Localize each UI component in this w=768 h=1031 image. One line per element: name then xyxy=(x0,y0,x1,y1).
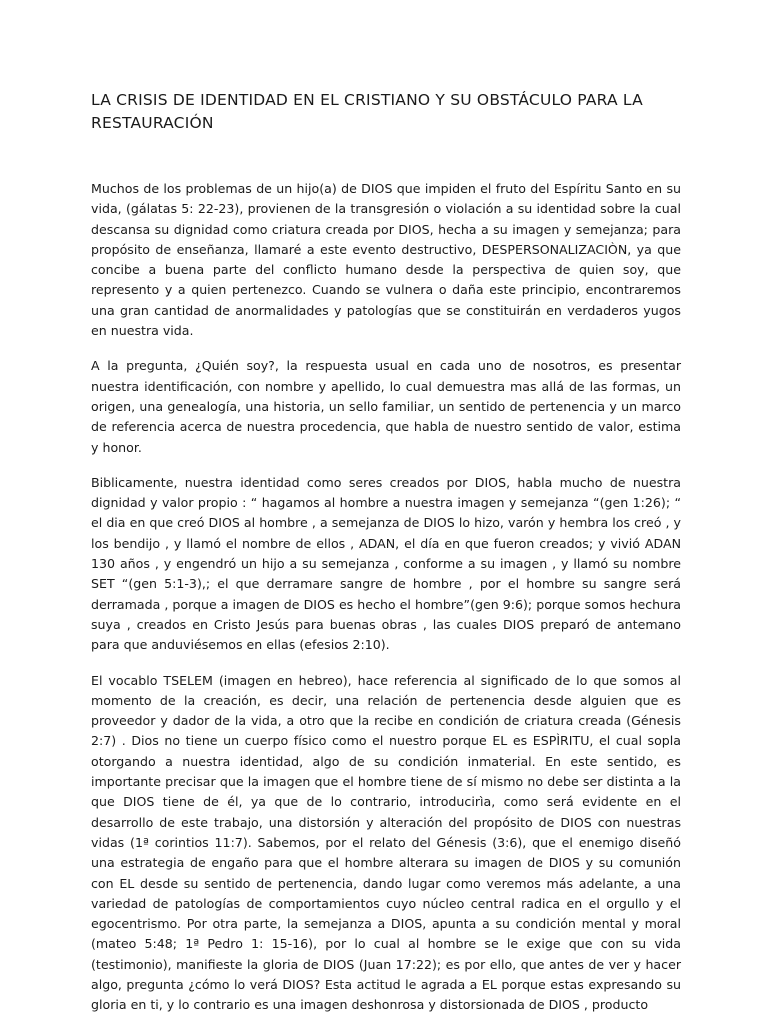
paragraph-2: A la pregunta, ¿Quién soy?, la respuesta usual en cada uno de nosotros, es presentar nuestra identificación, con nombre y apellido, lo cual demuestra mas allá de las formas, un origen, una genealogía, una historia, un sello familiar, un sentido de pertenencia y un marco de referencia acerca de nuestra procedencia, que habla de nuestro sentido de valor, estima y honor. xyxy=(91,358,681,455)
document-body xyxy=(91,179,681,1031)
document-title: LA CRISIS DE IDENTIDAD EN EL CRISTIANO Y SU OBSTÁCULO PARA LA RESTAURACIÓN xyxy=(91,91,643,132)
paragraph-3: Biblicamente, nuestra identidad como seres creados por DIOS, habla mucho de nuestra dignidad y valor propio : “ hagamos al hombre a nuestra imagen y semejanza “(gen 1:26); “ el dia en que creó DIOS al hombre , a semejanza de DIOS lo hizo, varón y hembra los creó , y los bendijo , y llamó el nombre de ellos , ADAN, el día en que fueron creados; y vivió ADAN 130 años , y engendró un hijo a su semejanza , conforme a su imagen , y llamó su nombre SET “(gen 5:1-3),; el que derramare sangre de hombre , por el hombre su sangre será derramada , porque a imagen de DIOS es hecho el hombre”(gen 9:6); porque somos hechura suya , creados en Cristo Jesús para buenas obras , las cuales DIOS preparó de antemano para que anduviésemos en ellas (efesios 2:10). xyxy=(91,474,681,653)
paragraph-4: El vocablo TSELEM (imagen en hebreo), hace referencia al significado de lo que somos al momento de la creación, es decir, una relación de pertenencia desde alguien que es proveedor y dador de la vida, a otro que la recibe en condición de criatura creada (Génesis 2:7) . Dios no tiene un cuerpo físico como el nuestro porque EL es ESPÌRITU, el cual sopla otorgando a nuestra identidad, algo de su condición inmaterial. En este sentido, es importante precisar que la imagen que el hombre tiene de sí mismo no debe ser distinta a la que DIOS tiene de él, ya que de lo contrario, introducirìa, como será evidente en el desarrollo de este trabajo, una distorsión y alteración del propósito de DIOS con nuestras vidas (1ª corintios 11:7). Sabemos, por el relato del Génesis (3:6), que el enemigo diseñó una estrategia de engaño para que el hombre alterara su imagen de DIOS y su comunión con EL desde su sentido de pertenencia, dando lugar como veremos más adelante, a una variedad de patologías de comportamientos cuyo núcleo central radica en el orgullo y el egocentrismo. Por otra parte, la semejanza a DIOS, apunta a su condición mental y moral (mateo 5:48; 1ª Pedro 1: 15-16), por lo cual al hombre se le exige que con su vida (testimonio), manifieste la gloria de DIOS (Juan 17:22); es por ello, que antes de ver y hacer algo, pregunta ¿cómo lo verá DIOS? Esta actitud le agrada a EL porque estas expresando su gloria en ti, y lo contrario es una imagen deshonrosa y distorsionada de DIOS , producto xyxy=(91,672,681,1013)
paragraph-1: Muchos de los problemas de un hijo(a) de DIOS que impiden el fruto del Espíritu Santo en su vida, (gálatas 5: 22-23), provienen de la transgresión o violación a su identidad sobre la cual descansa su dignidad como criatura creada por DIOS, hecha a su imagen y semejanza; para propósito de enseñanza, llamaré a este evento destructivo, DESPERSONALIZACIÒN, ya que concibe a buena parte del conflicto humano desde la perspectiva de quien soy, que represento y a quien pertenezco. Cuando se vulnera o daña este principio, encontraremos una gran cantidad de anormalidades y patologías que se constituirán en verdaderos yugos en nuestra vida. xyxy=(91,181,681,339)
